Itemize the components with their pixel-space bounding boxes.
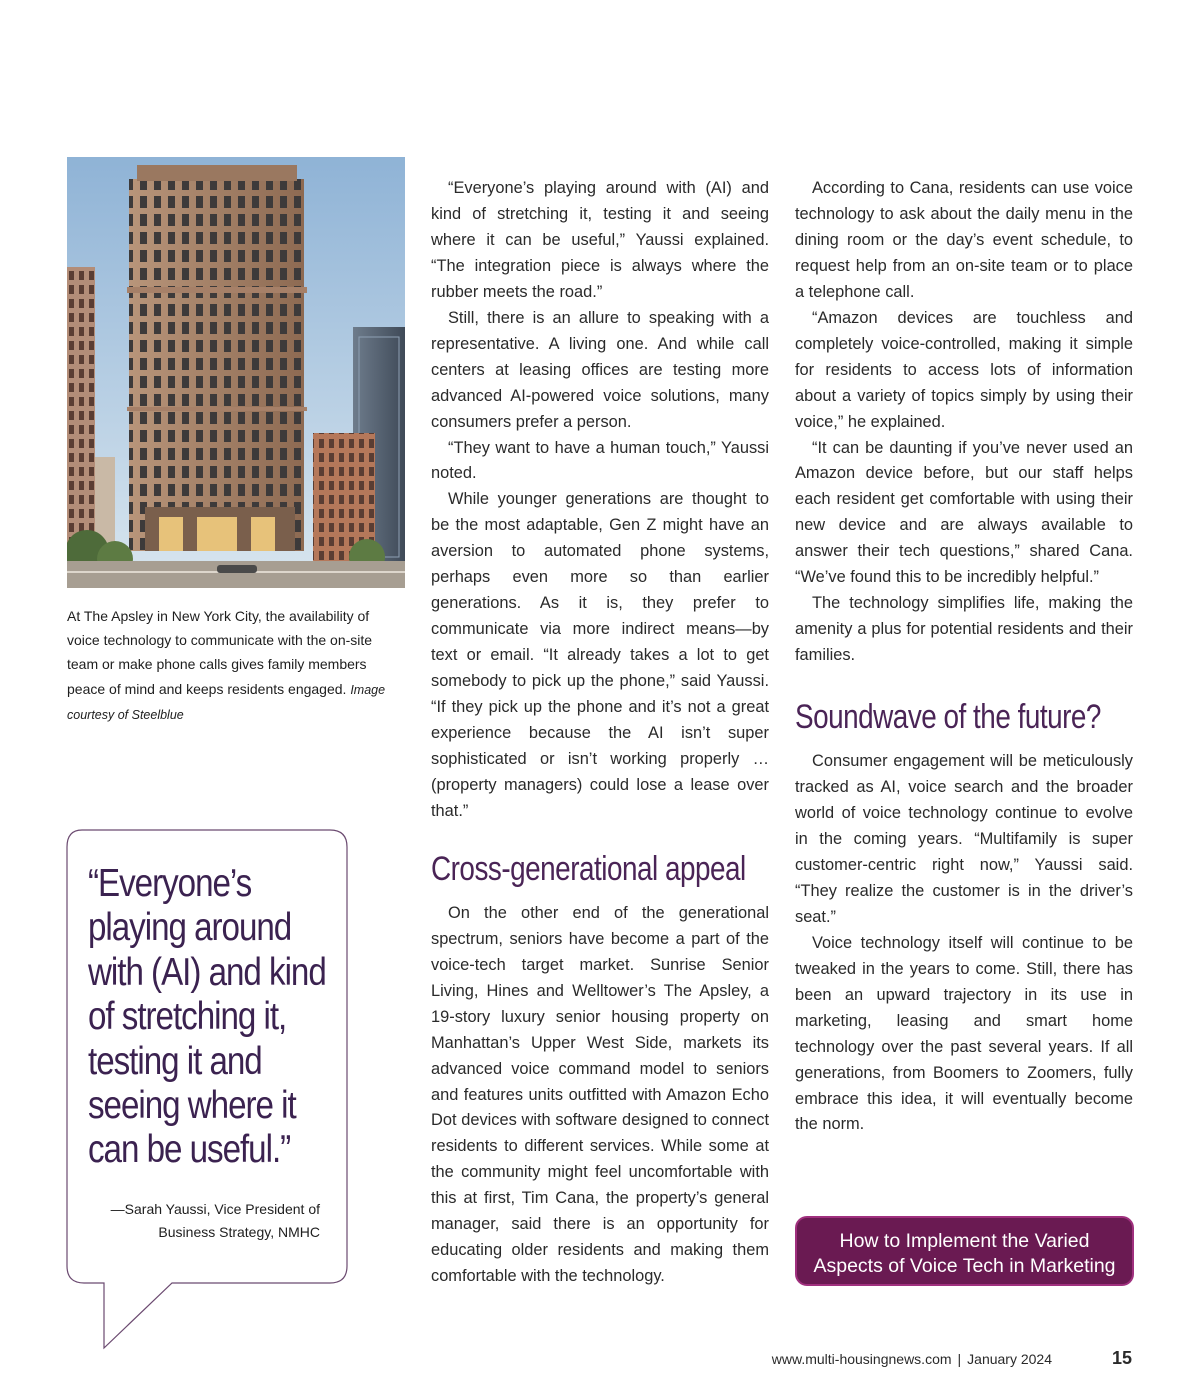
building-photo: [67, 157, 405, 588]
paragraph: “Everyone’s playing around with (AI) and kind of stretching it, testing it and seeing where it can be useful,” Yaussi explained. “The integration piece is always where the rubber meets the road.”: [431, 179, 769, 301]
footer-date: January 2024: [967, 1351, 1052, 1367]
paragraph: “They want to have a human touch,” Yaussi noted.: [431, 438, 769, 483]
paragraph: On the other end of the generational spectrum, seniors have become a part of the voice-tech target market. Sunrise Senior Living, Hines and Welltower’s The Apsley, a 19-story luxury senior housing property on Manhattan’s Upper West Side, markets its advanced voice command model to seniors and features units outfitted with Amazon Echo Dot devices with software designed to connect residents to different services. While some at the community might feel uncomfortable with this at first, Tim Cana, the property’s general manager, said there is an opportunity for educating older residents and making them comfortable with the technology.: [431, 903, 769, 1286]
article-column-2: [795, 176, 1133, 1138]
footer-url[interactable]: www.multi-housingnews.com: [771, 1351, 952, 1367]
attribution-name: —Sarah Yaussi, Vice President of: [110, 1201, 320, 1217]
section-heading-soundwave: Soundwave of the future?: [795, 698, 1101, 737]
paragraph: The technology simplifies life, making the amenity a plus for potential residents and their families.: [795, 594, 1133, 665]
photo-caption: [67, 604, 387, 727]
footer-separator: |: [957, 1351, 962, 1367]
article-column-1: [431, 176, 769, 1290]
attribution-title: Business Strategy, NMHC: [158, 1223, 320, 1240]
paragraph: Voice technology itself will continue to be tweaked in the years to come. Still, there has been an upward trajectory in its use in marketing, leasing and smart home technology over the past several years. If all generations, from Boomers to Zoomers, fully embrace this idea, it will eventually become the norm.: [795, 933, 1133, 1134]
caption-text: At The Apsley in New York City, the availability of voice technology to communicate with the on-site team or make phone calls gives family members peace of mind and keeps residents engaged.: [67, 608, 373, 697]
caption-credit: Image courtesy of Steelblue: [67, 682, 386, 722]
paragraph: “Amazon devices are touchless and completely voice-controlled, making it simple for residents to access lots of information about a variety of topics simply by using their voice,” he explained.: [795, 308, 1133, 431]
pull-quote-attribution: [86, 1198, 320, 1243]
related-article-button[interactable]: [795, 1216, 1134, 1286]
paragraph: “It can be daunting if you’ve never used an Amazon device before, but our staff helps each resident get comfortable with using their new device and are always available to answer their tech questions,” shared Cana. “We’ve found this to be incredibly helpful.”: [795, 438, 1133, 587]
cta-line-1: How to Implement the Varied: [839, 1230, 1090, 1252]
paragraph: According to Cana, residents can use voice technology to ask about the daily menu in the dining room or the day’s event schedule, to request help from an on-site team or to place a telephone call.: [795, 179, 1133, 301]
pull-quote-text: “Everyone’s playing around with (AI) and kind of stretching it, testing it and seeing where it can be useful.”: [88, 862, 326, 1172]
section-heading-cross-generational: Cross-generational appeal: [431, 849, 746, 888]
paragraph: While younger generations are thought to be the most adaptable, Gen Z might have an aversion to automated phone systems, perhaps even more so than earlier generations. As it is, they prefer to communicate via more indirect means—by text or email. “It already takes a lot to get somebody to pick up the phone,” said Yaussi. “If they pick up the phone and it’s not a great experience because the AI isn’t super sophisticated or isn’t working properly … (property managers) could lose a lease over that.”: [431, 490, 769, 820]
building-illustration: [67, 157, 405, 588]
page-number: 15: [1112, 1348, 1133, 1368]
cta-line-2: Aspects of Voice Tech in Marketing: [813, 1254, 1116, 1277]
paragraph: Still, there is an allure to speaking with a representative. A living one. And while call centers at leasing offices are testing more advanced AI-powered voice solutions, many consumers prefer a person.: [431, 308, 769, 431]
page-footer: [772, 1351, 1052, 1367]
paragraph: Consumer engagement will be meticulously tracked as AI, voice search and the broader world of voice technology continue to evolve in the coming years. “Multifamily is super customer-centric right now,” Yaussi said. “They realize the customer is in the driver’s seat.”: [795, 752, 1133, 926]
